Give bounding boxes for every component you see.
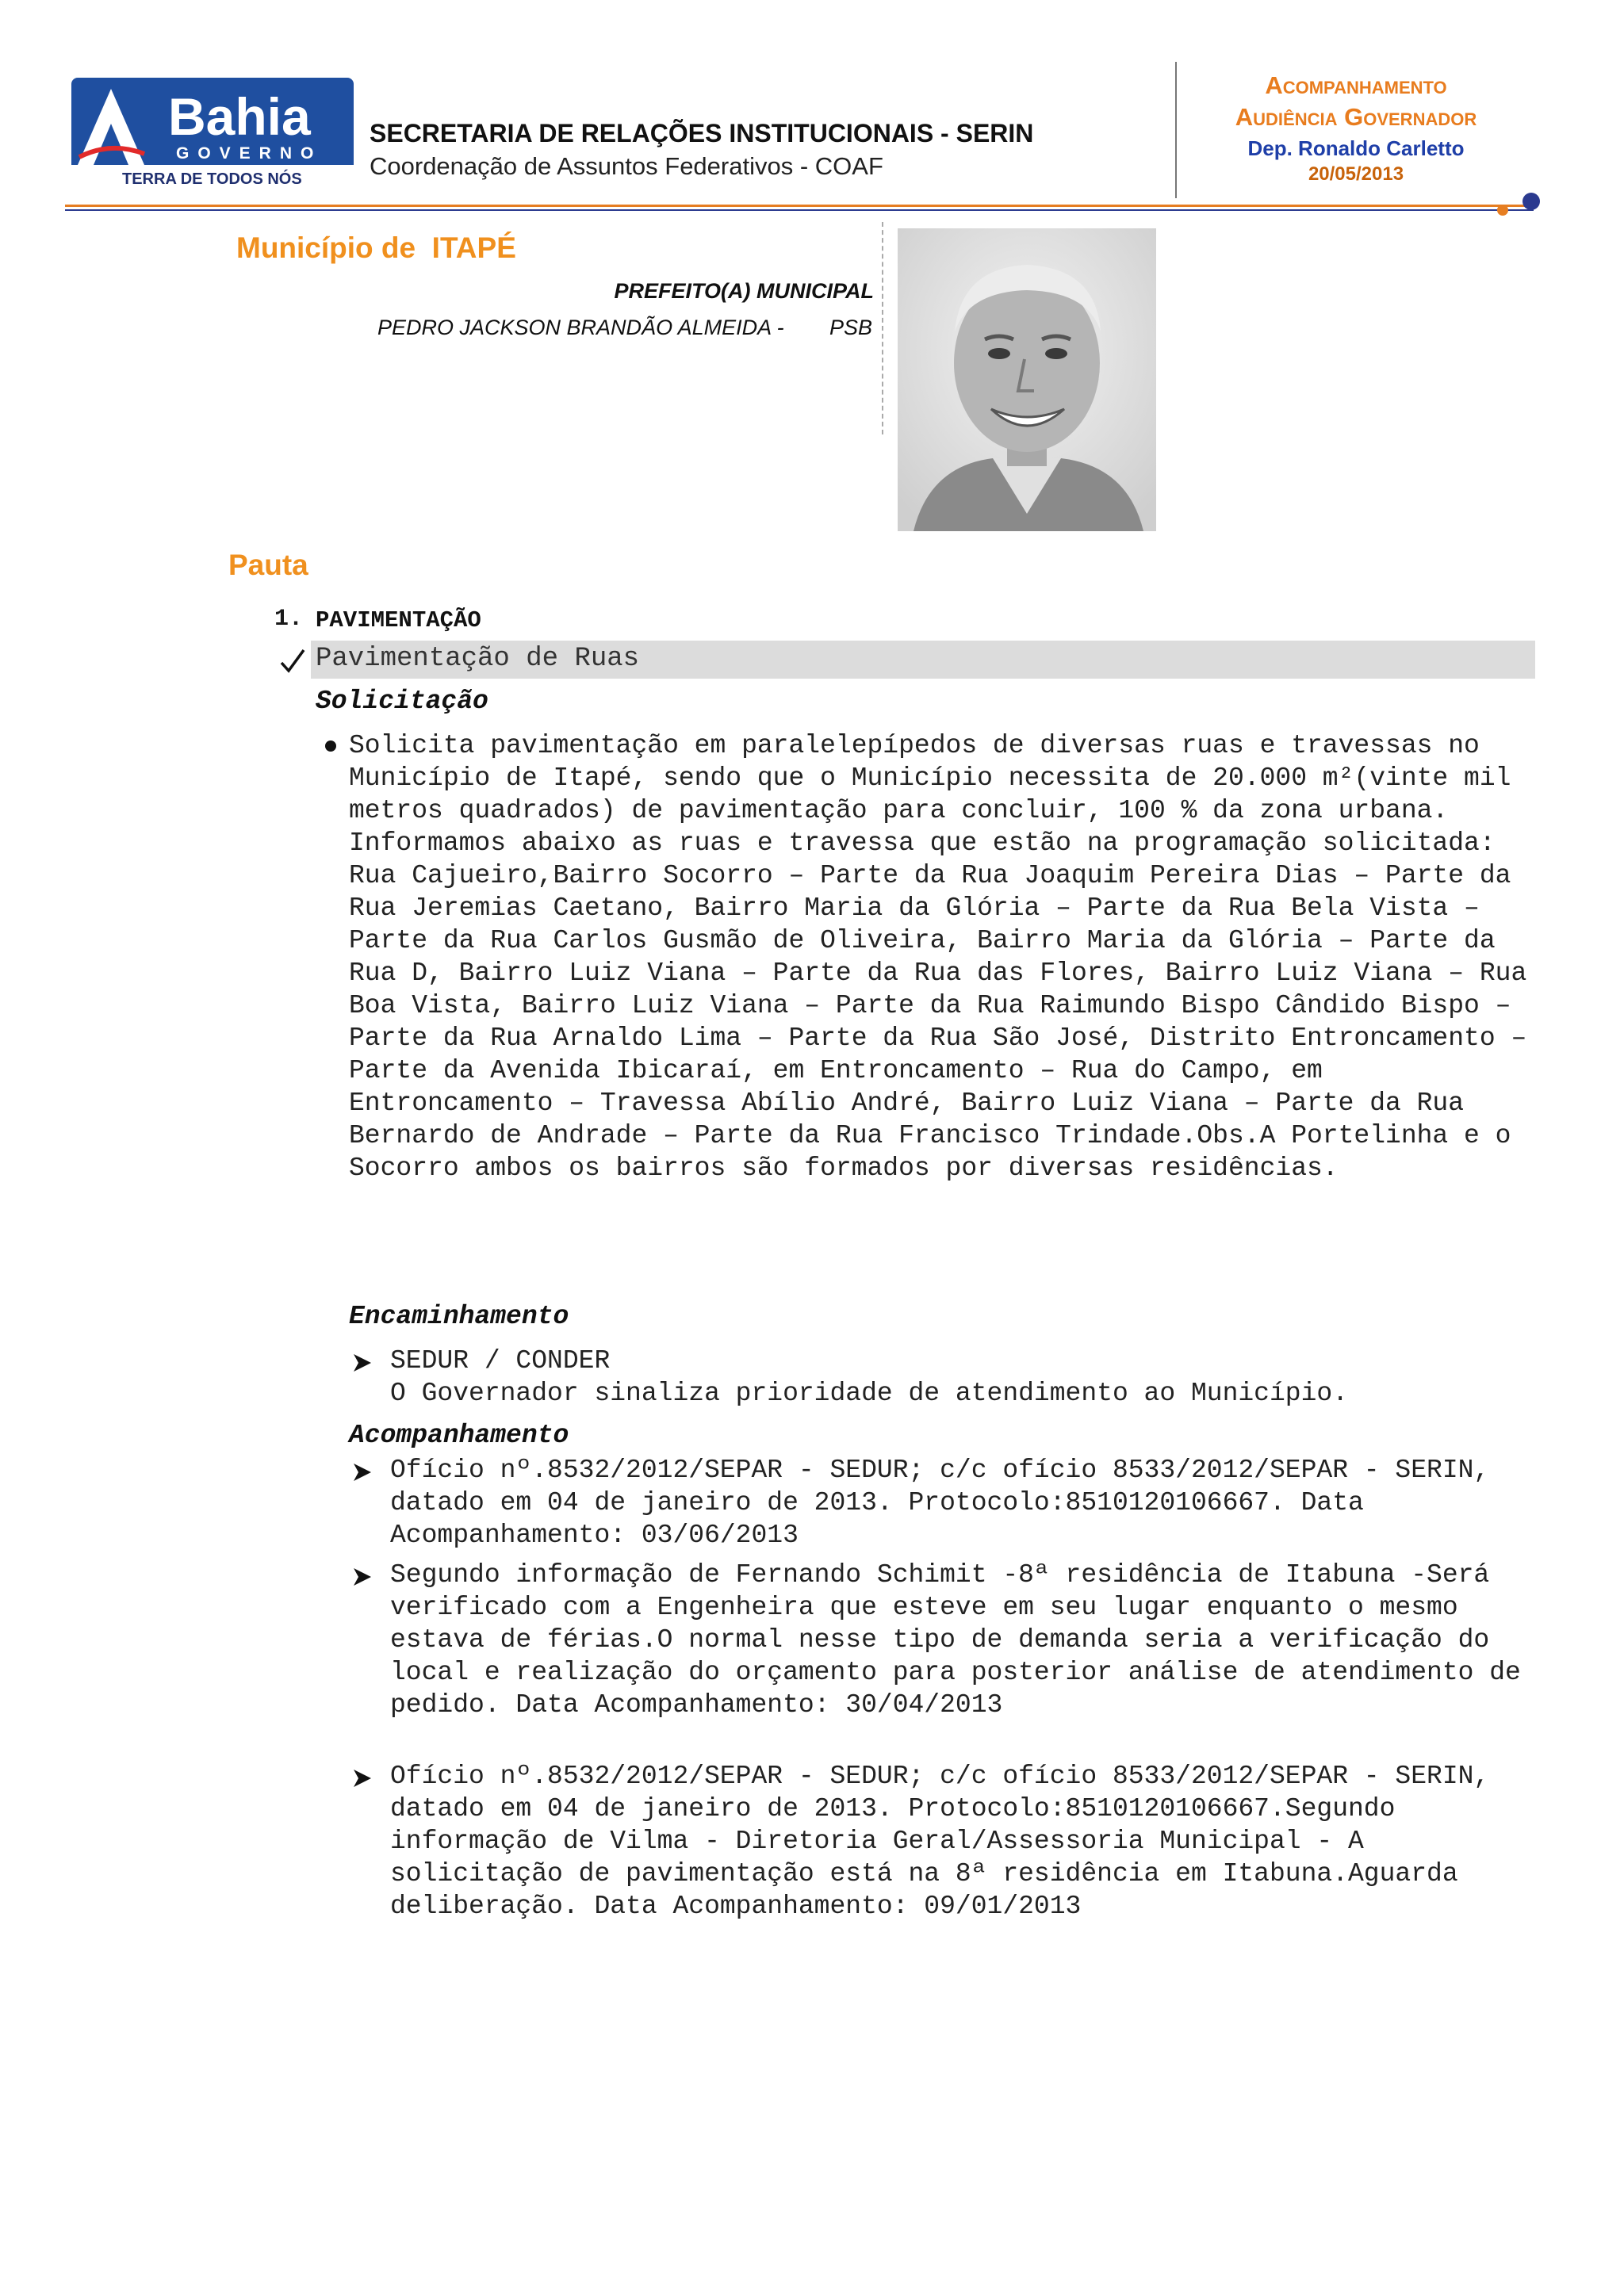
logo-tagline: TERRA DE TODOS NÓS — [122, 170, 302, 188]
acompanhamento-heading: Acompanhamento — [349, 1421, 569, 1450]
encaminhamento-org: SEDUR / CONDER — [390, 1346, 611, 1376]
solicitacao-text: Solicita pavimentação em paralelepípedos de diversas ruas e travessas no Município de Itapé, sendo que o Município necessita de 20.000 m²(vinte mil metros quadrados) de pavimentação para concluir, 100 % da zona urbana. Informamos abaixo as ruas e travessa que estão na programação solicitada: Rua Cajueiro,Bairro Socorro – Parte da Rua Joaquim Pereira Dias – Parte da Rua Jeremias Caetano, Bairro Maria da Glória – Parte da Rua Bela Vista – Parte da Rua Carlos Gusmão de Oliveira, Bairro Maria da Glória – Parte da Rua D, Bairro Luiz Viana – Parte da Rua das Flores, Bairro Luiz Viana – Rua Boa Vista, Bairro Luiz Viana – Parte da Rua Raimundo Bispo Cândido Bispo – Parte da Rua Arnaldo Lima – Parte da Rua São José, Distrito Entroncamento – Parte da Avenida Ibicaraí, em Entroncamento – Rua do Campo, em Entroncamento – Travessa Abílio André, Bairro Luiz Viana – Parte da Rua Bernardo de Andrade – Parte da Rua Francisco Trindade.Obs.A Portelinha e o Socorro ambos os bairros são formados por diversas residências. — [349, 731, 1527, 1183]
org-subtitle: Coordenação de Assuntos Federativos - COAF — [370, 152, 883, 180]
arrow-bullet-icon — [350, 1460, 374, 1484]
acompanhamento-entry: Segundo informação de Fernando Schimit -8ª residência de Itabuna -Será verificado com a Engenheira que esteve em seu lugar enquanto o mesmo estava de férias.O normal nesse tipo de demanda seria a verificação do local e realização do orçamento para posterior análise de atendimento de pedido. Data Acompanhamento: 30/04/2013 — [390, 1560, 1521, 1720]
header-right-line1: Acompanhamento — [1265, 71, 1447, 99]
header-right-deputy: Dep. Ronaldo Carletto — [1247, 136, 1465, 160]
prefeito-party: PSB — [829, 316, 873, 339]
sub-item-title: Pavimentação de Ruas — [316, 644, 640, 674]
bahia-governo-logo — [71, 78, 354, 190]
prefeito-label: PREFEITO(A) MUNICIPAL — [614, 279, 874, 303]
header-divider — [1175, 62, 1177, 198]
header-right-line2: Audiência Governador — [1235, 103, 1477, 131]
acompanhamento-entry: Ofício nº.8532/2012/SEPAR - SEDUR; c/c ofício 8533/2012/SEPAR - SERIN, datado em 04 de janeiro de 2013. Protocolo:8510120106667.Segundo informação de Vilma - Diretoria Geral/Assessoria Municipal - A solicitação de pavimentação está na 8ª residência em Itabuna.Aguarda deliberação. Data Acompanhamento: 09/01/2013 — [390, 1762, 1490, 1921]
arrow-bullet-icon — [350, 1766, 374, 1790]
org-name: SECRETARIA DE RELAÇÕES INSTITUCIONAIS - SERIN — [370, 119, 1034, 147]
arrow-bullet-icon — [350, 1565, 374, 1589]
logo-sub: GOVERNO — [176, 144, 323, 163]
prefeito-name: PEDRO JACKSON BRANDÃO ALMEIDA - — [377, 316, 784, 339]
logo-wordmark: Bahia — [168, 87, 311, 146]
encaminhamento-note: O Governador sinaliza prioridade de atendimento ao Município. — [390, 1379, 1348, 1408]
mayor-portrait — [898, 228, 1156, 531]
arrow-bullet-icon — [350, 1351, 374, 1375]
rule-dot-navy — [1522, 193, 1540, 210]
rule-dot-orange — [1497, 205, 1508, 216]
municipality-title: Município de ITAPÉ — [236, 232, 516, 264]
photo-divider — [882, 222, 883, 434]
pauta-heading: Pauta — [228, 549, 308, 581]
header-rule-orange — [65, 205, 1534, 207]
header-rule-navy — [65, 209, 1534, 211]
item-number: 1. — [274, 606, 304, 633]
encaminhamento-heading: Encaminhamento — [349, 1302, 569, 1331]
item-title: PAVIMENTAÇÃO — [316, 607, 481, 633]
header-right-date: 20/05/2013 — [1308, 163, 1404, 185]
bullet-dot — [325, 740, 336, 752]
solicitacao-heading: Solicitação — [316, 687, 488, 716]
acompanhamento-entry: Ofício nº.8532/2012/SEPAR - SEDUR; c/c ofício 8533/2012/SEPAR - SERIN, datado em 04 de janeiro de 2013. Protocolo:8510120106667. Data Acompanhamento: 03/06/2013 — [390, 1456, 1490, 1550]
checkmark-icon — [279, 647, 306, 674]
